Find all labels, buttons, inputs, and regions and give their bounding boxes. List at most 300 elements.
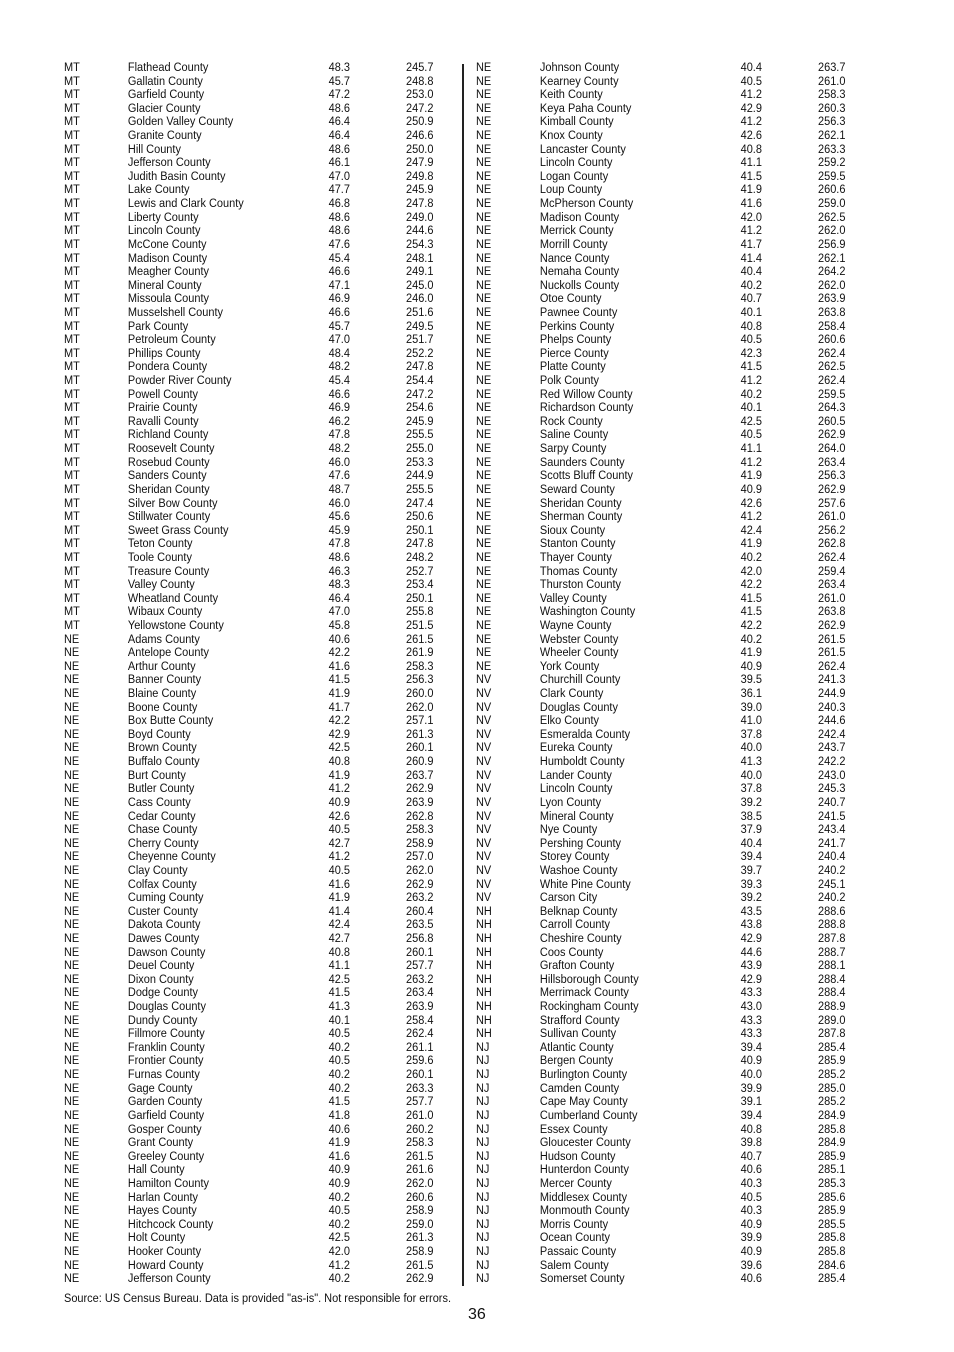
state-cell: NE	[476, 182, 492, 197]
latitude-cell: 41.2	[328, 781, 350, 796]
state-cell: NE	[476, 495, 492, 510]
latitude-cell: 38.5	[740, 808, 762, 823]
latitude-cell: 40.6	[328, 1121, 350, 1136]
state-cell: NE	[64, 862, 80, 877]
county-cell: Frontier County	[127, 1053, 204, 1068]
state-cell: MT	[64, 481, 80, 496]
table-row	[64, 114, 434, 129]
latitude-cell: 41.6	[740, 196, 762, 211]
table-row	[64, 754, 434, 769]
latitude-cell: 42.9	[328, 726, 350, 741]
longitude-cell: 257.0	[406, 849, 434, 864]
state-cell: NE	[476, 87, 492, 102]
longitude-cell: 250.1	[406, 590, 434, 605]
latitude-cell: 40.1	[328, 1012, 350, 1027]
table-row	[64, 73, 434, 89]
table-row	[476, 427, 846, 442]
county-cell: Golden Valley County	[127, 114, 234, 129]
state-cell: NJ	[476, 1039, 490, 1054]
latitude-cell: 41.3	[740, 754, 762, 769]
county-cell: Stillwater County	[127, 509, 211, 524]
table-row	[476, 931, 846, 946]
county-cell: Elko County	[539, 713, 600, 728]
state-cell: NE	[476, 250, 492, 265]
county-cell: Dundy County	[127, 1012, 198, 1027]
longitude-cell: 263.3	[406, 1080, 434, 1095]
latitude-cell: 40.1	[740, 400, 762, 415]
longitude-cell: 254.3	[406, 236, 434, 251]
county-cell: Colfax County	[127, 876, 197, 891]
latitude-cell: 43.3	[740, 1026, 762, 1041]
county-cell: Toole County	[127, 549, 192, 564]
county-cell: Howard County	[127, 1257, 204, 1272]
latitude-cell: 43.9	[740, 958, 762, 973]
latitude-cell: 42.0	[328, 1244, 350, 1259]
latitude-cell: 37.8	[740, 781, 762, 796]
table-row	[476, 1135, 846, 1150]
table-row	[64, 196, 434, 211]
state-cell: NE	[476, 536, 492, 551]
latitude-cell: 42.6	[328, 808, 350, 823]
county-cell: Pawnee County	[539, 304, 618, 319]
state-cell: MT	[64, 441, 80, 456]
latitude-cell: 41.0	[740, 713, 762, 728]
county-cell: Antelope County	[127, 645, 210, 660]
latitude-cell: 39.2	[740, 794, 762, 809]
longitude-cell: 256.8	[406, 931, 434, 945]
longitude-cell: 262.4	[406, 1026, 434, 1041]
latitude-cell: 41.9	[740, 468, 762, 483]
longitude-cell: 261.0	[818, 73, 846, 88]
longitude-cell: 240.4	[818, 849, 846, 864]
county-cell: Morris County	[539, 1216, 609, 1231]
state-cell: MT	[64, 590, 80, 605]
county-cell: Hamilton County	[127, 1175, 209, 1190]
county-cell: Blaine County	[127, 686, 197, 701]
state-cell: MT	[64, 100, 80, 115]
latitude-cell: 42.9	[740, 100, 762, 115]
state-cell: NJ	[476, 1271, 490, 1286]
latitude-cell: 40.2	[328, 1039, 350, 1054]
state-cell: NE	[64, 931, 80, 945]
county-cell: Hudson County	[539, 1148, 616, 1163]
latitude-cell: 47.8	[328, 536, 350, 551]
county-cell: Seward County	[539, 481, 615, 496]
longitude-cell: 245.1	[818, 876, 846, 891]
table-row	[64, 658, 434, 674]
latitude-cell: 41.5	[740, 604, 762, 619]
county-cell: Burt County	[127, 767, 186, 782]
state-cell: NE	[64, 971, 80, 986]
county-cell: Washington County	[539, 604, 636, 619]
state-cell: NE	[476, 617, 492, 632]
state-cell: NE	[476, 590, 492, 605]
county-cell: Pershing County	[539, 835, 621, 850]
state-cell: NE	[476, 73, 492, 88]
longitude-cell: 262.4	[818, 373, 846, 388]
table-row	[64, 686, 434, 701]
state-cell: NE	[64, 1230, 80, 1245]
table-row	[64, 699, 434, 715]
latitude-cell: 39.4	[740, 1107, 762, 1122]
table-row	[476, 291, 846, 306]
latitude-cell: 43.3	[740, 1012, 762, 1027]
latitude-cell: 46.6	[328, 304, 350, 319]
state-cell: NE	[476, 60, 492, 74]
county-cell: Adams County	[127, 631, 200, 646]
latitude-cell: 46.0	[328, 454, 350, 469]
state-cell: NV	[476, 876, 492, 891]
county-cell: Madison County	[539, 209, 620, 224]
state-cell: NV	[476, 808, 492, 823]
county-cell: Furnas County	[127, 1067, 200, 1082]
county-cell: Sioux County	[539, 522, 606, 537]
table-row	[476, 509, 846, 524]
longitude-cell: 262.0	[818, 223, 846, 238]
table-row	[64, 822, 434, 837]
state-cell: MT	[64, 114, 80, 129]
longitude-cell: 242.4	[818, 726, 846, 741]
longitude-cell: 240.3	[818, 699, 846, 714]
table-row	[476, 495, 846, 511]
longitude-cell: 260.1	[406, 1067, 434, 1082]
state-cell: NE	[64, 1257, 80, 1272]
latitude-cell: 42.2	[740, 577, 762, 592]
table-row	[64, 1094, 434, 1109]
state-cell: NJ	[476, 1080, 490, 1095]
state-cell: NE	[64, 903, 80, 918]
latitude-cell: 40.0	[740, 740, 762, 755]
latitude-cell: 46.9	[328, 400, 350, 415]
table-row	[476, 114, 846, 129]
state-cell: NE	[64, 713, 80, 728]
table-row	[476, 345, 846, 361]
latitude-cell: 40.2	[328, 1271, 350, 1286]
longitude-cell: 285.2	[818, 1067, 846, 1082]
county-cell: Liberty County	[127, 209, 199, 224]
latitude-cell: 47.2	[328, 87, 350, 102]
state-cell: MT	[64, 223, 80, 238]
state-cell: NE	[64, 767, 80, 782]
table-row	[476, 454, 846, 470]
state-cell: NE	[64, 835, 80, 850]
latitude-cell: 45.4	[328, 250, 350, 265]
table-row	[64, 590, 434, 606]
table-row	[64, 60, 434, 75]
table-row	[476, 73, 846, 89]
state-cell: NV	[476, 794, 492, 809]
state-cell: NE	[64, 754, 80, 769]
table-row	[476, 631, 846, 647]
longitude-cell: 285.6	[818, 1189, 846, 1204]
state-cell: NE	[476, 332, 492, 347]
county-cell: Johnson County	[539, 60, 620, 74]
longitude-cell: 261.6	[406, 1162, 434, 1177]
longitude-cell: 262.9	[818, 481, 846, 496]
table-row	[476, 1026, 846, 1041]
state-cell: NE	[64, 1067, 80, 1082]
longitude-cell: 264.2	[818, 264, 846, 279]
state-cell: NE	[64, 1244, 80, 1259]
latitude-cell: 42.5	[328, 1230, 350, 1245]
state-cell: NE	[64, 876, 80, 891]
longitude-cell: 285.1	[818, 1162, 846, 1177]
longitude-cell: 243.7	[818, 740, 846, 755]
table-row	[476, 1121, 846, 1137]
table-row	[64, 264, 434, 279]
latitude-cell: 39.4	[740, 1039, 762, 1054]
county-cell: Deuel County	[127, 958, 195, 973]
state-cell: MT	[64, 427, 80, 442]
latitude-cell: 41.9	[328, 890, 350, 905]
state-cell: NE	[476, 645, 492, 660]
longitude-cell: 250.6	[406, 509, 434, 524]
state-cell: MT	[64, 577, 80, 592]
state-cell: NV	[476, 713, 492, 728]
state-cell: NV	[476, 890, 492, 905]
longitude-cell: 258.9	[406, 1203, 434, 1218]
table-row	[476, 209, 846, 225]
latitude-cell: 39.8	[740, 1135, 762, 1150]
latitude-cell: 46.0	[328, 495, 350, 510]
county-cell: Hill County	[127, 141, 181, 156]
latitude-cell: 42.6	[740, 495, 762, 510]
longitude-cell: 260.5	[818, 413, 846, 428]
longitude-cell: 247.9	[406, 155, 434, 170]
latitude-cell: 40.8	[328, 944, 350, 959]
longitude-cell: 262.5	[818, 359, 846, 374]
state-cell: NJ	[476, 1216, 490, 1231]
latitude-cell: 42.7	[328, 931, 350, 945]
table-row	[64, 713, 434, 728]
county-cell: Boone County	[127, 699, 198, 714]
county-cell: Lander County	[539, 767, 612, 782]
table-row	[476, 1175, 846, 1191]
state-cell: MT	[64, 454, 80, 469]
county-cell: Banner County	[127, 672, 202, 687]
longitude-cell: 288.9	[818, 999, 846, 1014]
table-row	[476, 441, 846, 456]
longitude-cell: 262.9	[818, 427, 846, 442]
latitude-cell: 48.6	[328, 223, 350, 238]
county-cell: Sherman County	[539, 509, 623, 524]
latitude-cell: 46.4	[328, 128, 350, 143]
table-row	[64, 182, 434, 197]
state-cell: NH	[476, 985, 492, 1000]
county-cell: Dawson County	[127, 944, 206, 959]
longitude-cell: 256.3	[818, 114, 846, 129]
county-cell: Treasure County	[127, 563, 210, 578]
latitude-cell: 43.0	[740, 999, 762, 1014]
latitude-cell: 41.2	[740, 509, 762, 524]
longitude-cell: 285.0	[818, 1080, 846, 1095]
longitude-cell: 248.1	[406, 250, 434, 265]
county-cell: Lyon County	[539, 794, 602, 809]
state-cell: NE	[64, 849, 80, 864]
latitude-cell: 39.9	[740, 1080, 762, 1095]
state-cell: MT	[64, 522, 80, 537]
table-row	[476, 1257, 846, 1273]
state-cell: NE	[64, 686, 80, 701]
table-row	[64, 740, 434, 755]
county-cell: Sanders County	[127, 468, 207, 483]
latitude-cell: 41.7	[328, 699, 350, 714]
table-row	[476, 781, 846, 796]
table-row	[64, 509, 434, 524]
latitude-cell: 41.9	[328, 1135, 350, 1150]
latitude-cell: 41.1	[328, 958, 350, 973]
county-cell: Kearney County	[539, 73, 619, 88]
table-row	[64, 359, 434, 374]
table-row	[64, 931, 434, 946]
latitude-cell: 40.2	[328, 1189, 350, 1204]
longitude-cell: 258.4	[406, 1012, 434, 1027]
county-cell: Keya Paha County	[539, 100, 632, 115]
latitude-cell: 46.1	[328, 155, 350, 170]
county-cell: Greeley County	[127, 1148, 205, 1163]
longitude-cell: 256.2	[818, 522, 846, 537]
state-cell: MT	[64, 236, 80, 251]
latitude-cell: 42.2	[740, 617, 762, 632]
table-row	[64, 563, 434, 579]
longitude-cell: 261.3	[406, 1230, 434, 1245]
latitude-cell: 39.2	[740, 890, 762, 905]
latitude-cell: 44.6	[740, 944, 762, 959]
longitude-cell: 264.3	[818, 400, 846, 415]
longitude-cell: 244.6	[406, 223, 434, 238]
longitude-cell: 256.9	[818, 236, 846, 251]
latitude-cell: 42.2	[328, 713, 350, 728]
state-cell: MT	[64, 291, 80, 306]
latitude-cell: 42.6	[740, 128, 762, 143]
longitude-cell: 257.7	[406, 958, 434, 973]
longitude-cell: 263.7	[406, 767, 434, 782]
latitude-cell: 40.8	[740, 1121, 762, 1136]
latitude-cell: 45.7	[328, 318, 350, 333]
table-row	[476, 304, 846, 320]
table-row	[64, 808, 434, 824]
state-cell: NJ	[476, 1067, 490, 1082]
county-cell: Roosevelt County	[127, 441, 215, 456]
county-cell: Cheshire County	[539, 931, 622, 945]
county-cell: Flathead County	[127, 60, 209, 74]
county-cell: Platte County	[539, 359, 606, 374]
table-row	[64, 141, 434, 157]
state-cell: MT	[64, 182, 80, 197]
county-cell: Dixon County	[127, 971, 194, 986]
table-row	[64, 944, 434, 960]
table-row	[64, 1230, 434, 1245]
longitude-cell: 241.3	[818, 672, 846, 687]
longitude-cell: 284.9	[818, 1135, 846, 1150]
county-cell: Phillips County	[127, 345, 201, 360]
county-cell: Otoe County	[539, 291, 602, 306]
county-cell: Powell County	[127, 386, 199, 401]
county-cell: Passaic County	[539, 1244, 617, 1259]
table-row	[64, 1203, 434, 1218]
longitude-cell: 263.4	[818, 454, 846, 469]
table-row	[64, 781, 434, 796]
latitude-cell: 41.9	[328, 686, 350, 701]
county-cell: Franklin County	[127, 1039, 205, 1054]
longitude-cell: 249.8	[406, 168, 434, 183]
longitude-cell: 262.0	[406, 862, 434, 877]
table-row	[476, 128, 846, 143]
county-cell: Lancaster County	[539, 141, 626, 156]
county-cell: Scotts Bluff County	[539, 468, 633, 483]
table-row	[476, 794, 846, 810]
table-row	[476, 699, 846, 715]
county-cell: Missoula County	[127, 291, 209, 306]
longitude-cell: 260.1	[406, 944, 434, 959]
state-cell: MT	[64, 277, 80, 292]
longitude-cell: 254.6	[406, 400, 434, 415]
longitude-cell: 254.4	[406, 373, 434, 388]
longitude-cell: 257.6	[818, 495, 846, 510]
latitude-cell: 47.8	[328, 427, 350, 442]
table-row	[64, 100, 434, 116]
longitude-cell: 258.3	[406, 822, 434, 837]
county-cell: Clark County	[539, 686, 604, 701]
table-row	[476, 277, 846, 293]
latitude-cell: 41.2	[740, 373, 762, 388]
latitude-cell: 40.5	[328, 1203, 350, 1218]
table-row	[476, 577, 846, 592]
county-cell: Webster County	[539, 631, 619, 646]
latitude-cell: 46.9	[328, 291, 350, 306]
longitude-cell: 245.7	[406, 60, 434, 74]
table-row	[476, 1080, 846, 1096]
longitude-cell: 263.8	[818, 604, 846, 619]
county-cell: Ocean County	[539, 1230, 611, 1245]
longitude-cell: 241.7	[818, 835, 846, 850]
latitude-cell: 41.6	[328, 876, 350, 891]
county-cell: Garfield County	[127, 87, 205, 102]
longitude-cell: 253.0	[406, 87, 434, 102]
county-cell: Pierce County	[539, 345, 609, 360]
latitude-cell: 41.2	[740, 114, 762, 129]
table-row	[476, 196, 846, 211]
state-cell: MT	[64, 400, 80, 415]
table-row	[64, 1026, 434, 1041]
table-row	[64, 495, 434, 511]
table-row	[476, 971, 846, 987]
longitude-cell: 262.1	[818, 128, 846, 143]
table-row	[64, 549, 434, 565]
longitude-cell: 248.2	[406, 549, 434, 564]
latitude-cell: 39.1	[740, 1094, 762, 1109]
state-cell: MT	[64, 617, 80, 632]
county-cell: Hunterdon County	[539, 1162, 629, 1177]
longitude-cell: 263.8	[818, 304, 846, 319]
longitude-cell: 242.2	[818, 754, 846, 769]
latitude-cell: 40.2	[328, 1067, 350, 1082]
table-row	[64, 876, 434, 892]
longitude-cell: 260.2	[406, 1121, 434, 1136]
table-row	[476, 999, 846, 1014]
table-row	[476, 767, 846, 783]
county-cell: Prairie County	[127, 400, 198, 415]
county-cell: Garfield County	[127, 1107, 205, 1122]
county-cell: Buffalo County	[127, 754, 200, 769]
table-row	[476, 890, 846, 905]
county-cell: Chase County	[127, 822, 198, 837]
state-cell: NE	[64, 944, 80, 959]
latitude-cell: 41.2	[740, 223, 762, 238]
county-cell: Washoe County	[539, 862, 618, 877]
longitude-cell: 261.0	[406, 1107, 434, 1122]
state-cell: NE	[476, 441, 492, 456]
